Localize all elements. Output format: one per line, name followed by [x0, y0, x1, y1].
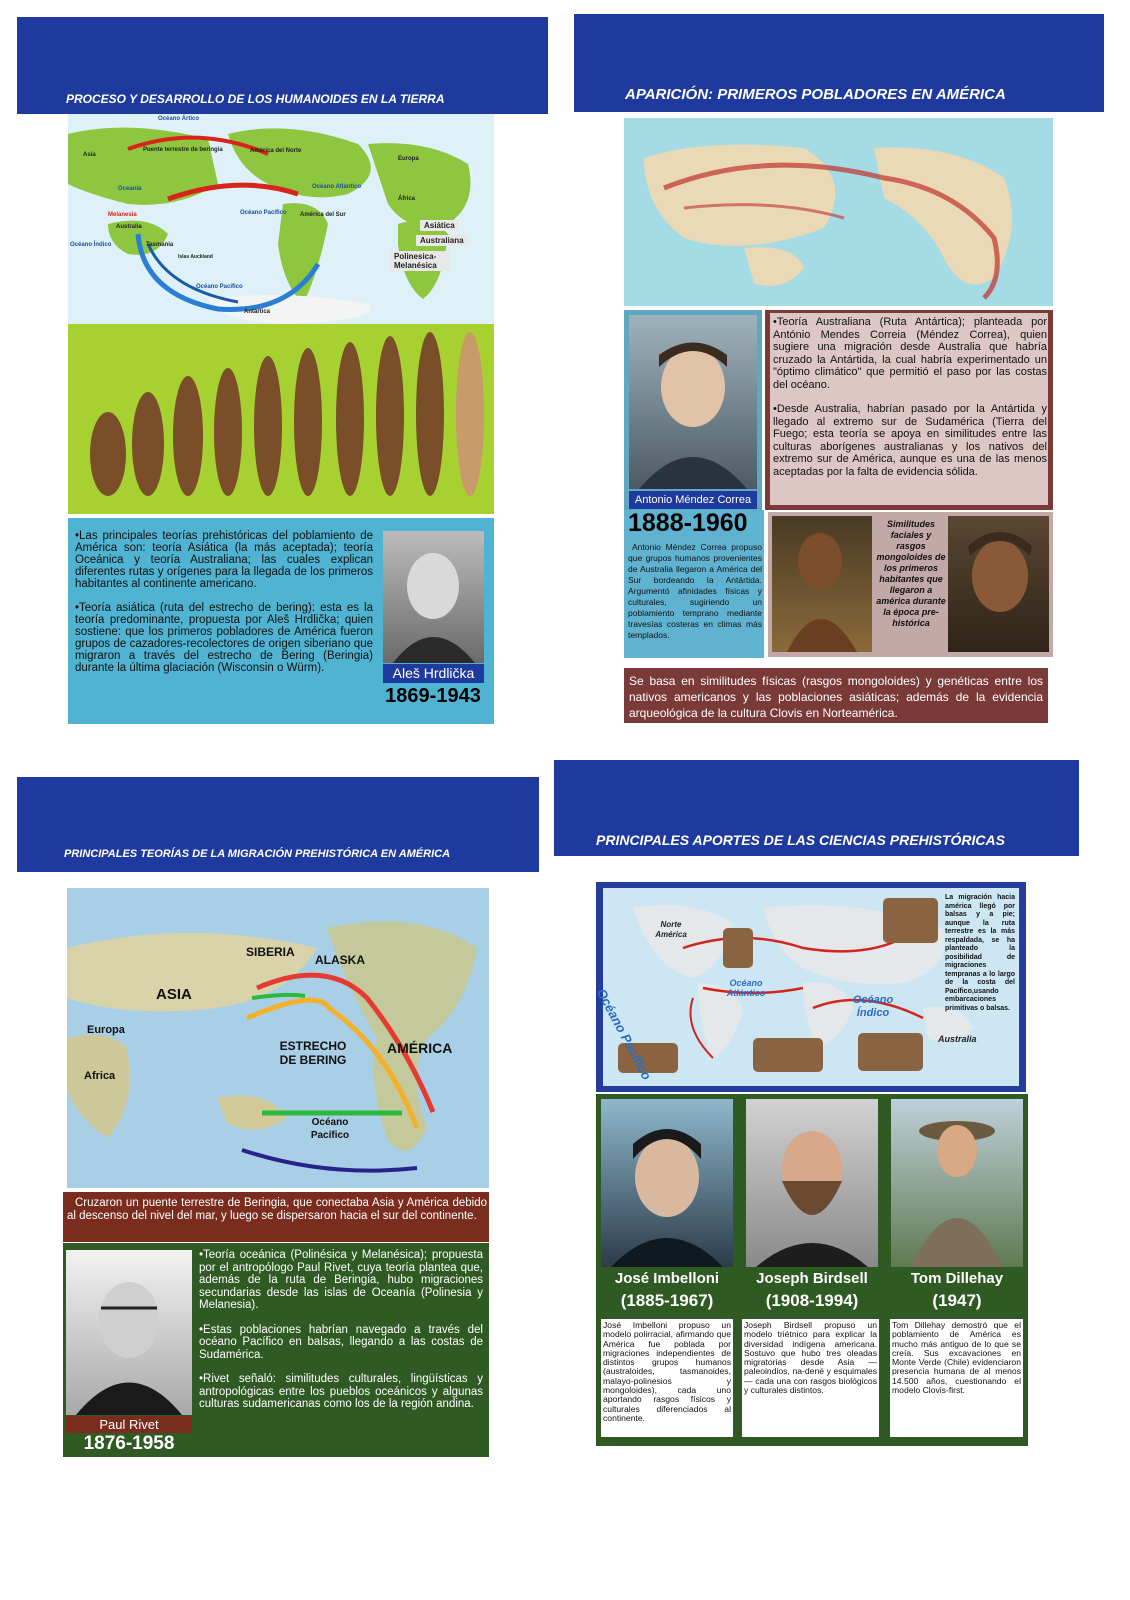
panel2-world-routes-map: [624, 118, 1053, 306]
label-estrecho: ESTRECHO DE BERING: [279, 1039, 347, 1067]
label-oceania: Oceanía: [118, 186, 142, 192]
panel3-paragraph-2: • Estas poblaciones habrían navegado a través del océano Pacífico en balsas, llegando a las costas de Sudamérica.: [199, 1324, 483, 1362]
panel3-text: [199, 1249, 483, 1419]
rivet-years: 1876-1958: [83, 1433, 175, 1454]
label-africa: África: [398, 196, 416, 202]
label-europa: Europa: [398, 156, 419, 162]
label-oceano-artico: Océano Ártico: [158, 116, 200, 122]
label-america-p3: AMÉRICA: [387, 1040, 453, 1056]
panel2-bottom-text: Se basa en similitudes físicas (rasgos mongoloides) y genéticas entre los nativos americanos y las poblaciones asiáticas; además de la evidencia arqueológica de la cultura Clovis en Norteamérica.: [629, 674, 1043, 720]
label-alaska: ALASKA: [315, 953, 365, 967]
label-america-sur: América del Sur: [300, 212, 346, 218]
label-pacifico-p4: Océano Pacífico: [593, 986, 655, 1083]
panel1-text: [75, 530, 373, 682]
similitudes-caption: Similitudes faciales y rasgos mongoloides de los primeros habitantes que llegaron a américa durante la época pre-histórica: [876, 519, 946, 628]
hrdlicka-photo: [383, 531, 484, 663]
label-oceano-pacifico: Océano Pacífico: [240, 210, 287, 216]
panel4-migration-map: [593, 888, 1019, 1086]
birdsell-text: Joseph Birdsell propuso un modelo triétnico para explicar la diversidad indígena americana. Sostuvo que hubo tres oleadas migratorias desde Asia —paleoindios, na-dené y esquimales— cada una con rasgos biológicos y culturales distintos.: [744, 1320, 877, 1396]
birdsell-years: (1908-1994): [765, 1291, 859, 1310]
dillehay-photo: [891, 1099, 1023, 1267]
label-islas-auckland: Islas Auckland: [178, 254, 213, 260]
label-puente: Puente terrestre de beringia: [143, 147, 223, 153]
hrdlicka-years: 1869-1943: [385, 685, 481, 707]
label-america-norte: América del Norte: [250, 148, 302, 154]
birdsell-name: Joseph Birdsell: [756, 1270, 868, 1287]
panel1-title: PROCESO Y DESARROLLO DE LOS HUMANOIDES EN LA TIERRA: [66, 92, 445, 106]
panel3-paragraph-1: • Teoría oceánica (Polinésica y Melanésica); propuesta por el antropólogo Paul Rivet, cuya teoría plantea que, además de la ruta de Beringia, hubo migraciones secundarias desde las islas de Oceanía (Polinesia y Melanesia).: [199, 1249, 483, 1312]
label-asia-p3: ASIA: [156, 986, 192, 1003]
label-oceano-atlantico: Océano Atlántico: [312, 184, 362, 190]
label-australia: Australia: [116, 224, 142, 230]
ancestor-image-2: [948, 516, 1049, 652]
portrait-imbelloni-icon: [601, 1099, 733, 1267]
birdsell-photo: [746, 1099, 878, 1267]
portrait-rivet-icon: [66, 1250, 192, 1415]
ancestor-image-1: [772, 516, 872, 652]
label-africa-p3: Africa: [84, 1070, 116, 1082]
panel4-map-note: La migración hacia américa llegó por balsas y a pie; aunque la ruta terrestre es la más respaldada, se ha planteado la posibilidad de migraciones tempranas a lo largo de la costa del Pacífico,usando embarcaciones primitivas o balsas.: [945, 894, 1015, 1012]
legend-polinesica: Polinesica-Melanésica: [390, 251, 450, 271]
panel2-paragraph-1: • Teoría Australiana (Ruta Antártica); planteada por António Mendes Correia (Méndez Correa), quien sugiere una migración desde Australia que habría cruzado la Antártida, la cual habría experimentado un "óptimo climático" que permitió el paso por las costas del océano.: [773, 316, 1047, 391]
imbelloni-photo: [601, 1099, 733, 1267]
imbelloni-name: José Imbelloni: [614, 1270, 720, 1287]
label-oceano-indico: Océano Índico: [70, 242, 112, 248]
routes-map-svg: [624, 118, 1053, 306]
panel1-paragraph-1: • Las principales teorías prehistóricas del poblamiento de América son: teoría Asiática (la más aceptada); teoría Oceánica y teoría Australiana; las cuales explican diferentes rutas y orígenes para la llegada de los primeros habitantes al continente americano.: [75, 530, 373, 590]
label-atlantico-p4: Océano Atlántico: [726, 978, 766, 998]
legend-australiana: Australiana: [416, 235, 468, 246]
dillehay-years: (1947): [932, 1291, 982, 1310]
rivet-photo: [66, 1250, 192, 1415]
label-melanesia: Melanesia: [108, 212, 137, 218]
label-oceano-pacifico-p3: Océano Pacífico: [310, 1117, 350, 1141]
label-norte-america-p4: Norte América: [655, 920, 687, 939]
rivet-name: Paul Rivet: [66, 1416, 192, 1433]
label-oceano-pacifico-2: Océano Pacífico: [196, 284, 243, 290]
panel1-paragraph-2: • Teoría asiática (ruta del estrecho de bering): esta es la teoría predominante, propuesta por Aleš Hrdlička; quien sostiene: que los primeros pobladores de América fueron grupos de cazadores-recolectores de origen siberiano que migraron a través del estrecho de Bering (Beringia) durante la última glaciación (Wisconsin o Würm).: [75, 602, 373, 674]
panel2-title: APARICIÓN: PRIMEROS POBLADORES EN AMÉRICA: [625, 86, 1006, 103]
ancestor-2-icon: [948, 516, 1049, 652]
dillehay-name: Tom Dillehay: [910, 1270, 1004, 1287]
correa-text: Antonio Méndez Correa propuso que grupos humanos provenientes de Australia llegaron a América del Sur bordeando la Antártida. Argumentó afinidades físicas y culturales, sugiriendo un poblamiento temprano mediante travesías costeras en climas más templados.: [628, 542, 762, 640]
portrait-dillehay-icon: [891, 1099, 1023, 1267]
portrait-correa-icon: [629, 315, 757, 489]
legend-asiatica: Asiática: [420, 220, 459, 231]
label-europa-p3: Europa: [87, 1024, 125, 1036]
portrait-hrdlicka-icon: [383, 531, 484, 663]
panel1-map-evolution-image: [68, 114, 494, 514]
imbelloni-years: (1885-1967): [620, 1291, 714, 1310]
panel3-migration-map: [67, 888, 489, 1188]
panel3-top-text: Cruzaron un puente terrestre de Beringia, que conectaba Asia y América debido al descenso del nivel del mar, y luego se dispersaron hacia el sur del continente.: [67, 1197, 487, 1222]
ancestor-1-icon: [772, 516, 872, 652]
label-antartica: Antártica: [244, 309, 271, 315]
correa-photo: [629, 315, 757, 489]
panel4-title: PRINCIPALES APORTES DE LAS CIENCIAS PREHISTÓRICAS: [596, 832, 1005, 848]
world-map-evolution-svg: [68, 114, 494, 514]
panel2-text: [773, 316, 1047, 486]
dillehay-text: Tom Dillehay demostró que el poblamiento de América es mucho más antiguo de lo que se creía. Sus excavaciones en Monte Verde (Chile) evidenciaron presencia humana de al menos 14.500 años, cuestionando el modelo Clovis-first.: [892, 1320, 1021, 1396]
migration-map-svg: [67, 888, 489, 1188]
label-siberia: SIBERIA: [246, 945, 295, 959]
correa-name: Antonio Méndez Correa: [629, 491, 757, 509]
imbelloni-text: José Imbelloni propuso un modelo polirracial, afirmando que América fue poblada por migraciones independientes de distintos grupos humanos (australoides, tasmanoides, malayo-polinesios y mongoloides), cada uno aportando rasgos físicos y culturales diferenciados al continente.: [603, 1320, 731, 1423]
panel2-paragraph-2: • Desde Australia, habrían pasado por la Antártida y llegado al extremo sur de Sudamérica (Tierra del Fuego; esta teoría se apoya en similitudes entre las culturas aborígenes australianas y los nativos del extremo sur de América, aunque es una de las menos aceptadas por la falta de evidencia sólida.: [773, 403, 1047, 478]
label-asia: Asia: [83, 152, 96, 158]
panel3-paragraph-3: • Rivet señaló: similitudes culturales, lingüísticas y antropológicas entre los pueblos oceánicos y algunas culturas sudamericanas como los de la región andina.: [199, 1373, 483, 1411]
label-australia-p4: Australia: [938, 1034, 977, 1044]
label-tasmania: Tasmania: [146, 242, 174, 248]
panel3-title: PRINCIPALES TEORÍAS DE LA MIGRACIÓN PREHISTÓRICA EN AMÉRICA: [64, 848, 451, 860]
label-indico-p4: Océano Índico: [852, 994, 894, 1019]
portrait-birdsell-icon: [746, 1099, 878, 1267]
correa-years: 1888-1960: [628, 509, 748, 537]
hrdlicka-name: Aleš Hrdlička: [383, 664, 484, 683]
